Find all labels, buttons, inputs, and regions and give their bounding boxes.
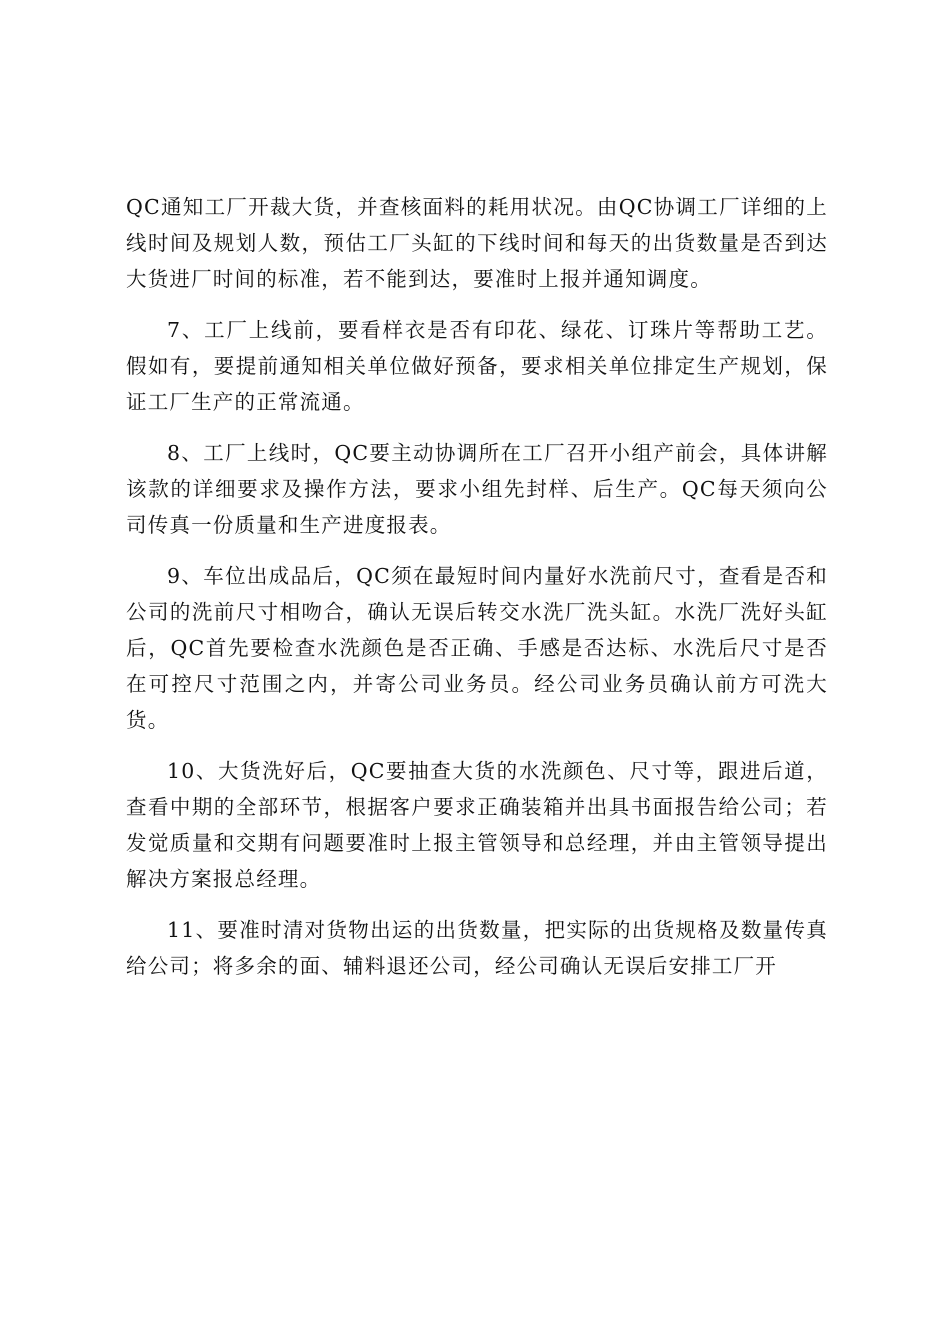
paragraph-item-9: 9、车位出成品后，QC须在最短时间内量好水洗前尺寸，查看是否和公司的洗前尺寸相吻合，确认无误后转交水洗厂洗头缸。水洗厂洗好头缸后，QC首先要检查水洗颜色是否正确、手感是否达标、水洗后尺寸是否在可控尺寸范围之内，并寄公司业务员。经公司业务员确认前方可洗大货。 [126, 564, 828, 732]
document-body [126, 189, 828, 999]
paragraph-continuation: QC通知工厂开裁大货，并查核面料的耗用状况。由QC协调工厂详细的上线时间及规划人数，预估工厂头缸的下线时间和每天的出货数量是否到达大货进厂时间的标准，若不能到达，要准时上报并通知调度。 [126, 195, 828, 291]
paragraph-item-8: 8、工厂上线时，QC要主动协调所在工厂召开小组产前会，具体讲解该款的详细要求及操作方法，要求小组先封样、后生产。QC每天须向公司传真一份质量和生产进度报表。 [126, 441, 828, 537]
paragraph-item-10: 10、大货洗好后，QC要抽查大货的水洗颜色、尺寸等，跟进后道，查看中期的全部环节，根据客户要求正确装箱并出具书面报告给公司；若发觉质量和交期有问题要准时上报主管领导和总经理，并由主管领导提出解决方案报总经理。 [126, 759, 828, 891]
paragraph-item-7: 7、工厂上线前，要看样衣是否有印花、绿花、订珠片等帮助工艺。假如有，要提前通知相关单位做好预备，要求相关单位排定生产规划，保证工厂生产的正常流通。 [126, 318, 828, 414]
paragraph-item-11: 11、要准时清对货物出运的出货数量，把实际的出货规格及数量传真给公司；将多余的面、辅料退还公司，经公司确认无误后安排工厂开 [126, 918, 828, 978]
